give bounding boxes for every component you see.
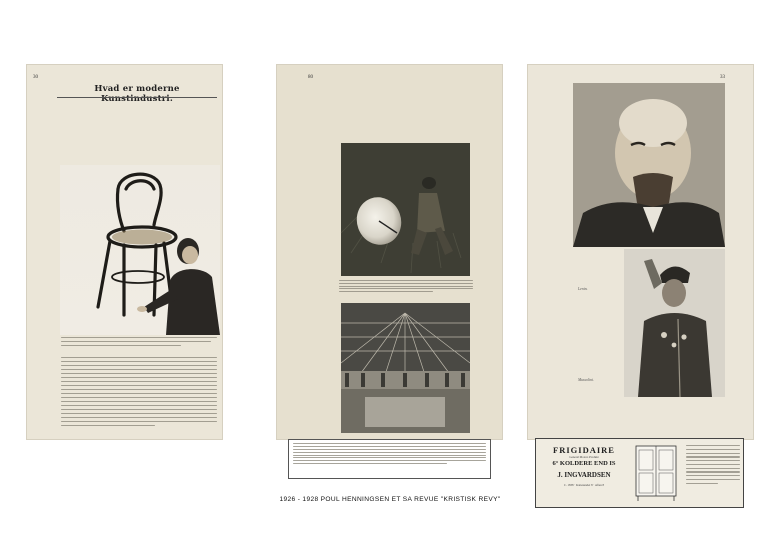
ad-slogan: 6° KOLDERE END IS — [552, 460, 616, 467]
magazine-page-1 — [27, 65, 222, 439]
mussolini-caption: Mussolini. — [578, 378, 594, 382]
lenin-portrait-photo — [573, 83, 725, 247]
lenin-caption: Lenin. — [578, 287, 588, 291]
page-number: 80 — [308, 75, 313, 80]
ad-address: C. 1838 · Kattesundet 8 · Aften 8 — [564, 483, 604, 487]
soldier-with-parabolic-dish-photo — [341, 143, 470, 276]
heading-rule — [57, 97, 217, 98]
body-text — [61, 357, 217, 429]
hall-interior-photo — [341, 303, 470, 433]
page-heading: Hvad er moderne Kunstindustri. — [94, 84, 180, 104]
photo-caption — [339, 280, 473, 294]
mussolini-photo — [624, 249, 725, 397]
ad-subtitle: General Motors Produkt — [569, 455, 599, 459]
exhibition-caption: 1926 - 1928 POUL HENNINGSEN ET SA REVUE "KRISTISK REVY" — [279, 496, 501, 503]
ad-brand: FRIGIDAIRE — [553, 445, 615, 455]
magazine-page-3 — [528, 65, 753, 487]
article-text-box — [288, 439, 491, 479]
page-number: 30 — [33, 75, 38, 80]
refrigerator-illustration — [630, 443, 682, 503]
ad-dealer: J. INGVARDSEN — [557, 471, 611, 479]
ad-body-text — [686, 445, 740, 487]
page-number: 33 — [720, 75, 725, 80]
magazine-page-2 — [277, 65, 502, 439]
chair-photo — [60, 165, 220, 335]
